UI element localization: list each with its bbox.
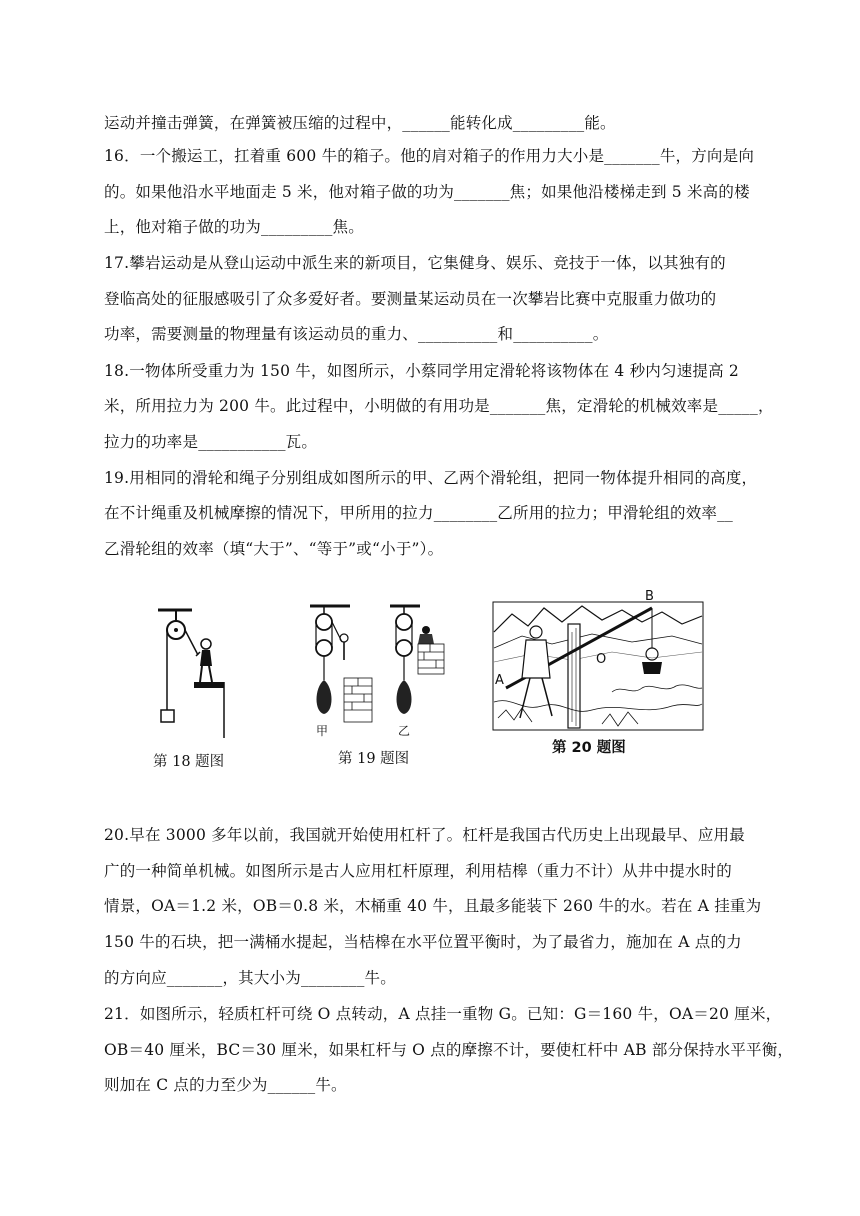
question-20-line-1: 20.早在 3000 多年以前，我国就开始使用杠杆了。杠杆是我国古代历史上出现最早、应用最 — [104, 826, 745, 844]
figure-20-label-a: A — [495, 673, 504, 688]
question-16-line-3: 上，他对箱子做的功为_________焦。 — [104, 218, 364, 236]
figure-19 — [300, 600, 450, 740]
figure-20-caption: 第 20 题图 — [552, 740, 626, 756]
question-16-line-1: 16．一个搬运工，扛着重 600 牛的箱子。他的肩对箱子的作用力大小是_______牛，方向是向 — [104, 147, 755, 165]
figure-18 — [150, 600, 230, 740]
question-21-line-3: 则加在 C 点的力至少为______牛。 — [104, 1076, 347, 1094]
text-line-1: 运动并撞击弹簧，在弹簧被压缩的过程中，______能转化成_________能。 — [104, 114, 616, 132]
question-21-line-2: OB＝40 厘米，BC＝30 厘米，如果杠杆与 O 点的摩擦不计，要使杠杆中 AB 部分保持水平平衡， — [104, 1041, 794, 1059]
question-19-line-3: 乙滑轮组的效率（填“大于”、“等于”或“小于”）。 — [104, 540, 444, 558]
question-20-line-3: 情景，OA＝1.2 米，OB＝0.8 米，木桶重 40 牛，且最多能装下 260 牛的水。若在 A 挂重为 — [104, 897, 762, 915]
figure-19-label-jia: 甲 — [316, 724, 329, 738]
figure-20-label-o: O — [596, 652, 607, 667]
figure-20-label-b: B — [645, 589, 654, 604]
question-16-line-2: 的。如果他沿水平地面走 5 米，他对箱子做的功为_______焦；如果他沿楼梯走到 5 米高的楼 — [104, 183, 750, 201]
question-18-line-2: 米，所用拉力为 200 牛。此过程中，小明做的有用功是_______焦，定滑轮的机械效率是_____， — [104, 397, 774, 415]
pulley-groups-figure — [300, 600, 450, 740]
question-20-line-4: 150 牛的石块，把一满桶水提起，当桔槔在水平位置平衡时，为了最省力，施加在 A 点的力 — [104, 933, 742, 951]
question-18-line-3: 拉力的功率是___________瓦。 — [104, 433, 318, 451]
question-19-line-2: 在不计绳重及机械摩擦的情况下，甲所用的拉力________乙所用的拉力；甲滑轮组的效率__ — [104, 504, 734, 522]
question-21-line-1: 21．如图所示，轻质杠杆可绕 O 点转动，A 点挂一重物 G。已知：G＝160 牛，OA＝20 厘米， — [104, 1005, 782, 1023]
fixed-pulley-figure — [150, 600, 230, 740]
question-19-line-1: 19.用相同的滑轮和绳子分别组成如图所示的甲、乙两个滑轮组，把同一物体提升相同的高度， — [104, 469, 758, 487]
question-18-line-1: 18.一物体所受重力为 150 牛，如图所示，小蔡同学用定滑轮将该物体在 4 秒内匀速提高 2 — [104, 362, 739, 380]
question-20-line-2: 广的一种简单机械。如图所示是古人应用杠杆原理，利用桔槔（重力不计）从井中提水时的 — [104, 862, 733, 880]
question-20-line-5: 的方向应_______，其大小为________牛。 — [104, 969, 396, 987]
question-17-line-3: 功率，需要测量的物理量有该运动员的重力、__________和__________。 — [104, 325, 609, 343]
figure-19-label-yi: 乙 — [398, 724, 411, 738]
question-17-line-1: 17.攀岩运动是从登山运动中派生来的新项目，它集健身、娱乐、竞技于一体，以其独有的 — [104, 254, 726, 272]
question-17-line-2: 登临高处的征服感吸引了众多爱好者。要测量某运动员在一次攀岩比赛中克服重力做功的 — [104, 290, 717, 308]
figure-19-caption: 第 19 题图 — [338, 751, 410, 767]
figure-18-caption: 第 18 题图 — [153, 754, 225, 770]
